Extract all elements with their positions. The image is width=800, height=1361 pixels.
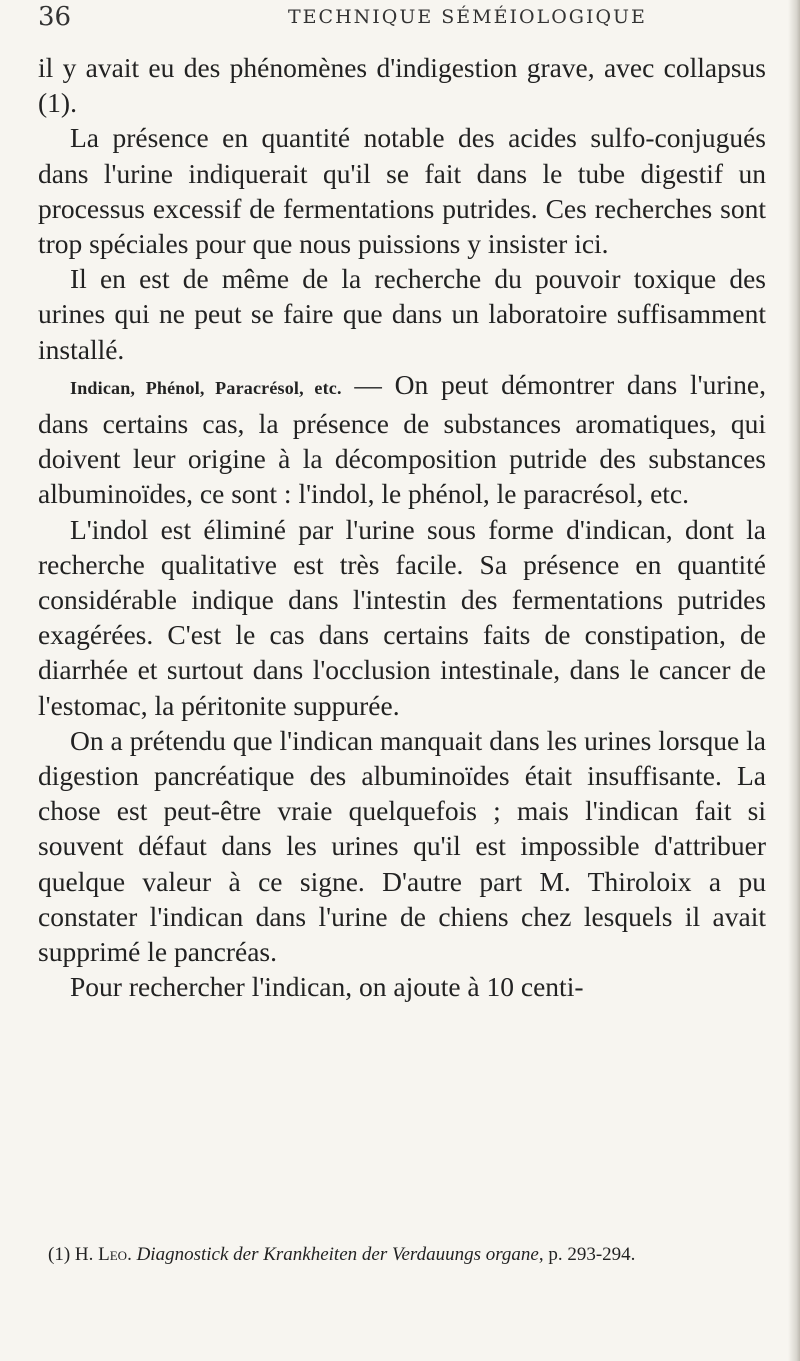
running-title: TECHNIQUE SÉMÉIOLOGIQUE bbox=[288, 6, 647, 28]
footnote-pages: , p. 293-294. bbox=[538, 1244, 636, 1265]
paragraph-5: L'indol est éliminé par l'urine sous forme d'indican, dont la recherche qualitative est très facile. Sa présence en quantité considérable indique dans l'intestin des fermentations putrides exagérées. C'est le cas dans certains faits de constipation, de diarrhée et surtout dans l'occlusion intestinale, dans le cancer de l'estomac, la péritonite suppurée. bbox=[38, 513, 766, 721]
paragraph-7: Pour rechercher l'indican, on ajoute à 10 centi- bbox=[70, 971, 584, 1003]
paragraph-1: il y avait eu des phénomènes d'indigestion grave, avec collapsus (1). bbox=[38, 52, 766, 119]
footnote-author: H. Leo. bbox=[74, 1244, 132, 1265]
paragraph-2: La présence en quantité notable des acides sulfo-conjugués dans l'urine indiquerait qu'il se fait dans le tube digestif un processus excessif de fermentations putrides. Ces recherches sont trop spéciales pour que nous puissions y insister ici. bbox=[38, 122, 766, 260]
page-edge-shadow bbox=[788, 0, 800, 1361]
paragraph-4: Indican, Phénol, Paracrésol, etc. — On peut démontrer dans l'urine, dans certains cas, la présence de substances aromatiques, qui doivent leur origine à la décomposition putride des substances albuminoïdes, ce sont : l'indol, le phénol, le paracrésol, etc. bbox=[38, 368, 766, 510]
paragraph-6: On a prétendu que l'indican manquait dans les urines lorsque la digestion pancréatique des albuminoïdes était insuffisante. La chose est peut-être vraie quelquefois ; mais l'indican fait si souvent défaut dans les urines qu'il est impossible d'attribuer quelque valeur à ce signe. D'autre part M. Thiroloix a pu constater l'indican dans l'urine de chiens chez lesquels il avait supprimé le pancréas. bbox=[38, 724, 766, 968]
footnote-marker: (1) bbox=[48, 1244, 71, 1265]
footnote-title: Diagnostick der Krankheiten der Verdauungs organe bbox=[136, 1244, 539, 1265]
body-text bbox=[38, 50, 766, 1004]
footnote bbox=[48, 1243, 768, 1267]
section-lead: Indican, Phénol, Paracrésol, etc. bbox=[70, 377, 342, 398]
page-header bbox=[38, 0, 768, 40]
page-number: 36 bbox=[38, 2, 72, 32]
paragraph-3: Il en est de même de la recherche du pouvoir toxique des urines qui ne peut se faire que dans un laboratoire suffisamment installé. bbox=[38, 263, 766, 365]
